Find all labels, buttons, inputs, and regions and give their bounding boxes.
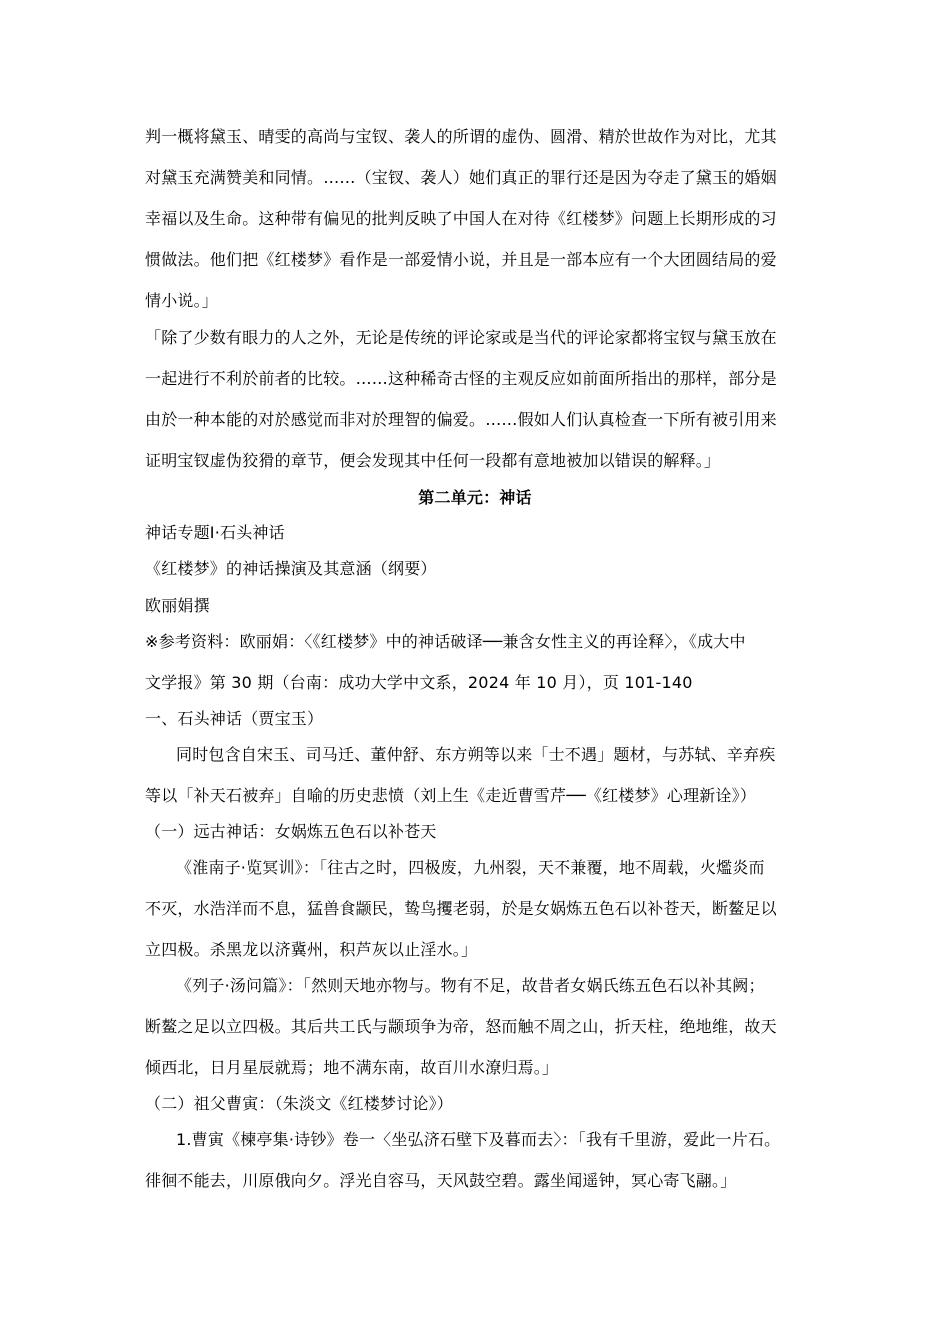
reference-line: 文学报》第 30 期（台南：成功大学中文系，2024 年 10 月），页 101-140: [145, 673, 693, 692]
citation-line: 立四极。杀黑龙以济冀州，积芦灰以止淫水。」: [145, 940, 478, 959]
author-line: 欧丽娟撰: [145, 596, 210, 615]
citation-line: 不灭，水浩洋而不息，猛兽食颛民，鸷鸟攫老弱，於是女娲炼五色石以补苍天，断鳌足以: [145, 899, 777, 918]
subsection-heading: （二）祖父曹寅：（朱淡文《红楼梦讨论》）: [145, 1094, 454, 1113]
subsection-heading: 一、石头神话（贾宝玉）: [145, 709, 324, 728]
paragraph-line: 情小说。」: [145, 291, 219, 310]
citation-line: 断鳌之足以立四极。其后共工氏与颛顼争为帝，怒而触不周之山，折天柱，绝地维，故天: [145, 1017, 777, 1036]
topic-title: 神话专题Ⅰ·石头神话: [145, 523, 285, 542]
citation-line: 《列子·汤问篇》：「然则天地亦物与。物有不足，故昔者女娲氏练五色石以补其阙；: [176, 976, 765, 995]
citation-line: 《淮南子·览冥训》：「往古之时，四极废，九州裂，天不兼覆，地不周载，火爁炎而: [176, 858, 765, 877]
reference-line: ※参考资料：欧丽娟：〈《红楼梦》中的神话破译──兼含女性主义的再诠释〉，《成大中: [145, 632, 746, 651]
citation-line: 倾西北，日月星辰就焉；地不满东南，故百川水潦归焉。」: [145, 1058, 559, 1077]
quote-line: 「除了少数有眼力的人之外，无论是传统的评论家或是当代的评论家都将宝钗与黛玉放在: [145, 328, 777, 347]
paragraph-line: 对黛玉充满赞美和同情。……（宝钗、袭人）她们真正的罪行还是因为夺走了黛玉的婚姻: [145, 168, 777, 187]
subsection-heading: （一）远古神话：女娲炼五色石以补苍天: [145, 822, 437, 841]
quote-line: 由於一种本能的对於感觉而非对於理智的偏爱。……假如人们认真检查一下所有被引用来: [145, 410, 777, 429]
section-heading: 第二单元：神话: [418, 488, 532, 507]
quote-line: 一起进行不利於前者的比较。……这种稀奇古怪的主观反应如前面所指出的那样，部分是: [145, 369, 777, 388]
outline-title: 《红楼梦》的神话操演及其意涵（纲要）: [145, 559, 437, 578]
paragraph-line: 判一概将黛玉、晴雯的高尚与宝钗、袭人的所谓的虚伪、圆滑、精於世故作为对比，尤其: [145, 127, 777, 146]
paragraph-line: 等以「补天石被弃」自喻的历史悲愤（刘上生《走近曹雪芹──《红楼梦》心理新诠》）: [145, 786, 757, 805]
quote-line: 证明宝钗虚伪狡猾的章节，便会发现其中任何一段都有意地被加以错误的解释。」: [145, 451, 721, 470]
paragraph-line: 同时包含自宋玉、司马迁、董仲舒、东方朔等以来「士不遇」题材，与苏轼、辛弃疾: [176, 745, 776, 764]
citation-line: 1.曹寅《楝亭集·诗钞》卷一〈坐弘济石壁下及暮而去〉：「我有千里游，爱此一片石。: [176, 1130, 781, 1149]
paragraph-line: 惯做法。他们把《红楼梦》看作是一部爱情小说，并且是一部本应有一个大团圆结局的爱: [145, 250, 777, 269]
citation-line: 徘徊不能去，川原俄向夕。浮光自容马，天风鼓空碧。露坐闻遥钟，冥心寄飞翮。」: [145, 1171, 737, 1190]
paragraph-line: 幸福以及生命。这种带有偏见的批判反映了中国人在对待《红楼梦》问题上长期形成的习: [145, 209, 777, 228]
